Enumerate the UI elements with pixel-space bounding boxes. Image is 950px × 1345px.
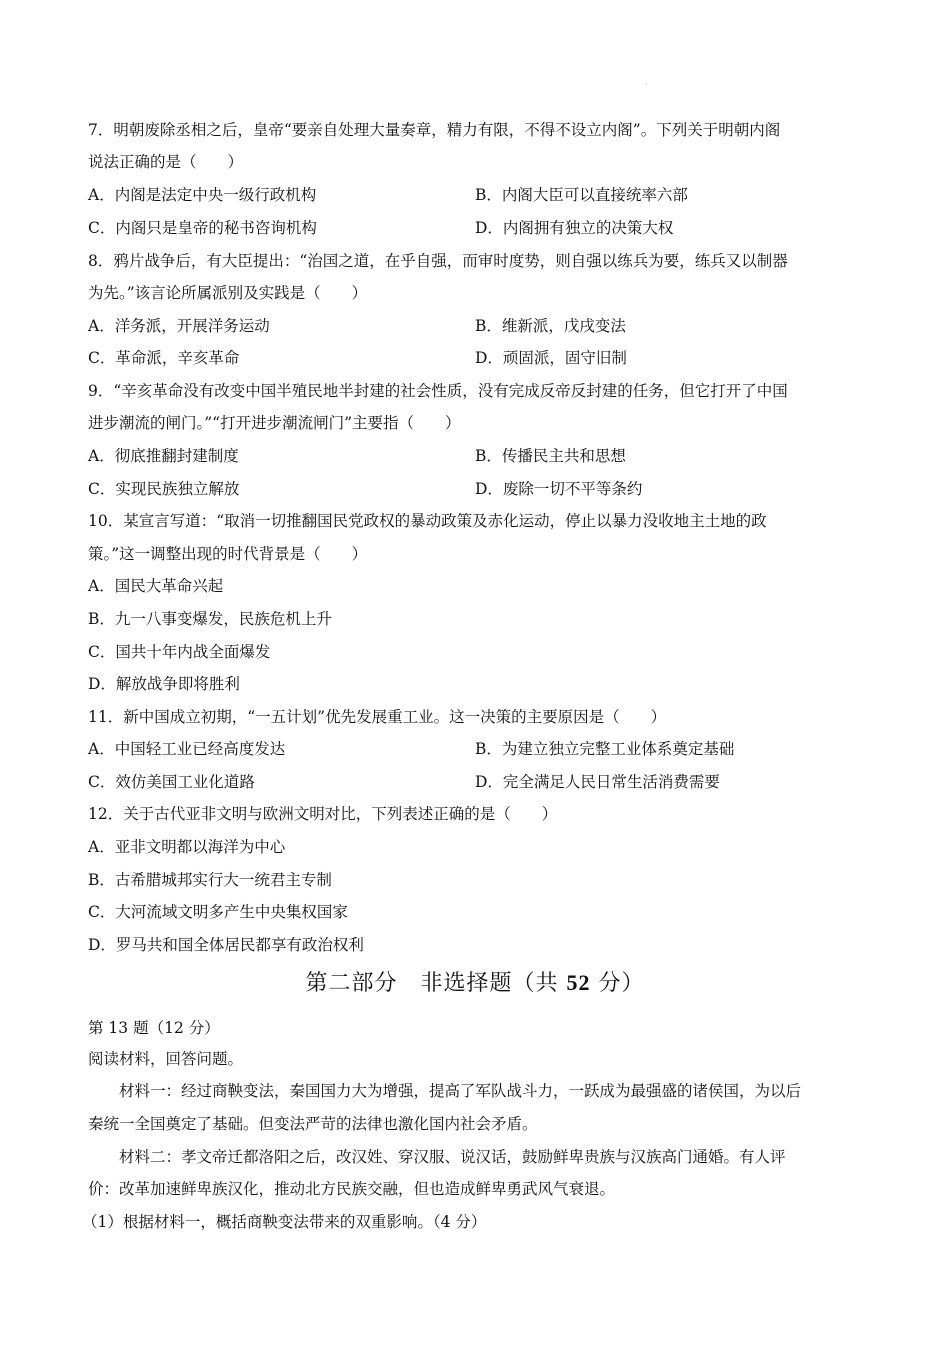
q12-option-a: A．亚非文明都以海洋为中心 bbox=[88, 838, 286, 856]
q10-option-d: D．解放战争即将胜利 bbox=[88, 675, 240, 693]
q7-option-b: B．内阁大臣可以直接统率六部 bbox=[475, 186, 688, 204]
q13-material1-line1: 材料一：经过商鞅变法，秦国国力大为增强，提高了军队战斗力，一跃成为最强盛的诸侯国，为以后 bbox=[119, 1082, 802, 1100]
q7-option-a: A．内阁是法定中央一级行政机构 bbox=[88, 186, 317, 204]
q11-option-b: B．为建立独立完整工业体系奠定基础 bbox=[475, 740, 735, 758]
q10-option-c: C．国共十年内战全面爆发 bbox=[88, 643, 271, 661]
q13-material2-line1: 材料二：孝文帝迁都洛阳之后，改汉姓、穿汉服、说汉话，鼓励鲜卑贵族与汉族高门通婚。有人评 bbox=[119, 1148, 786, 1166]
q13-material2-line2: 价：改革加速鲜卑族汉化，推动北方民族交融，但也造成鲜卑勇武风气衰退。 bbox=[88, 1180, 616, 1198]
section-title bbox=[0, 966, 950, 997]
q10-option-a: A．国民大革命兴起 bbox=[88, 577, 224, 595]
q9-option-b: B．传播民主共和思想 bbox=[475, 447, 626, 465]
q8-option-d: D．顽固派，固守旧制 bbox=[475, 349, 627, 367]
q7-option-c: C．内阁只是皇帝的秘书咨询机构 bbox=[88, 219, 317, 237]
q9-option-c: C．实现民族独立解放 bbox=[88, 480, 240, 498]
q13-subquestion-1: （1）根据材料一，概括商鞅变法带来的双重影响。（4 分） bbox=[82, 1213, 487, 1231]
q12-option-b: B．古希腊城邦实行大一统君主专制 bbox=[88, 871, 332, 889]
q10-option-b: B．九一八事变爆发，民族危机上升 bbox=[88, 610, 332, 628]
page-mark: · bbox=[645, 80, 648, 89]
q9-stem-line2: 进步潮流的闸门。”“打开进步潮流闸门”主要指（ ） bbox=[88, 414, 461, 432]
q10-stem-line1: 10．某宣言写道：“取消一切推翻国民党政权的暴动政策及赤化运动，停止以暴力没收地主土地的政 bbox=[88, 512, 767, 530]
q8-option-a: A．洋务派，开展洋务运动 bbox=[88, 317, 270, 335]
q11-option-d: D．完全满足人民日常生活消费需要 bbox=[475, 773, 720, 791]
q8-option-b: B．维新派，戊戌变法 bbox=[475, 317, 626, 335]
q13-instruction: 阅读材料，回答问题。 bbox=[88, 1050, 244, 1068]
q8-stem-line1: 8．鸦片战争后，有大臣提出：“治国之道，在乎自强，而审时度势，则自强以练兵为要，练兵又以制器 bbox=[88, 252, 788, 270]
q11-option-c: C．效仿美国工业化道路 bbox=[88, 773, 255, 791]
q12-stem-line1: 12．关于古代亚非文明与欧洲文明对比，下列表述正确的是（ ） bbox=[88, 805, 558, 823]
q10-stem-line2: 策。”这一调整出现的时代背景是（ ） bbox=[88, 545, 368, 563]
q7-stem-line1: 7．明朝废除丞相之后，皇帝“要亲自处理大量奏章，精力有限，不得不设立内阁”。下列关于明朝内阁 bbox=[88, 121, 781, 139]
q9-stem-line1: 9．“辛亥革命没有改变中国半殖民地半封建的社会性质，没有完成反帝反封建的任务，但它打开了中国 bbox=[88, 382, 788, 400]
q7-option-d: D．内阁拥有独立的决策大权 bbox=[475, 219, 674, 237]
section-title-suffix: 分） bbox=[590, 971, 645, 996]
q9-option-a: A．彻底推翻封建制度 bbox=[88, 447, 239, 465]
q7-stem-line2: 说法正确的是（ ） bbox=[88, 153, 244, 171]
q11-option-a: A．中国轻工业已经高度发达 bbox=[88, 740, 286, 758]
q13-title: 第 13 题（12 分） bbox=[88, 1019, 220, 1037]
q8-option-c: C．革命派，辛亥革命 bbox=[88, 349, 240, 367]
section-title-prefix: 第二部分 非选择题（共 bbox=[305, 971, 567, 996]
q12-option-d: D．罗马共和国全体居民都享有政治权利 bbox=[88, 936, 364, 954]
q13-material1-line2: 秦统一全国奠定了基础。但变法严苛的法律也激化国内社会矛盾。 bbox=[88, 1115, 538, 1133]
q9-option-d: D．废除一切不平等条约 bbox=[475, 480, 643, 498]
q12-option-c: C．大河流域文明多产生中央集权国家 bbox=[88, 903, 348, 921]
q8-stem-line2: 为先。”该言论所属派别及实践是（ ） bbox=[88, 284, 368, 302]
section-title-score: 52 bbox=[566, 970, 591, 995]
q11-stem-line1: 11．新中国成立初期，“一五计划”优先发展重工业。这一决策的主要原因是（ ） bbox=[88, 708, 667, 726]
